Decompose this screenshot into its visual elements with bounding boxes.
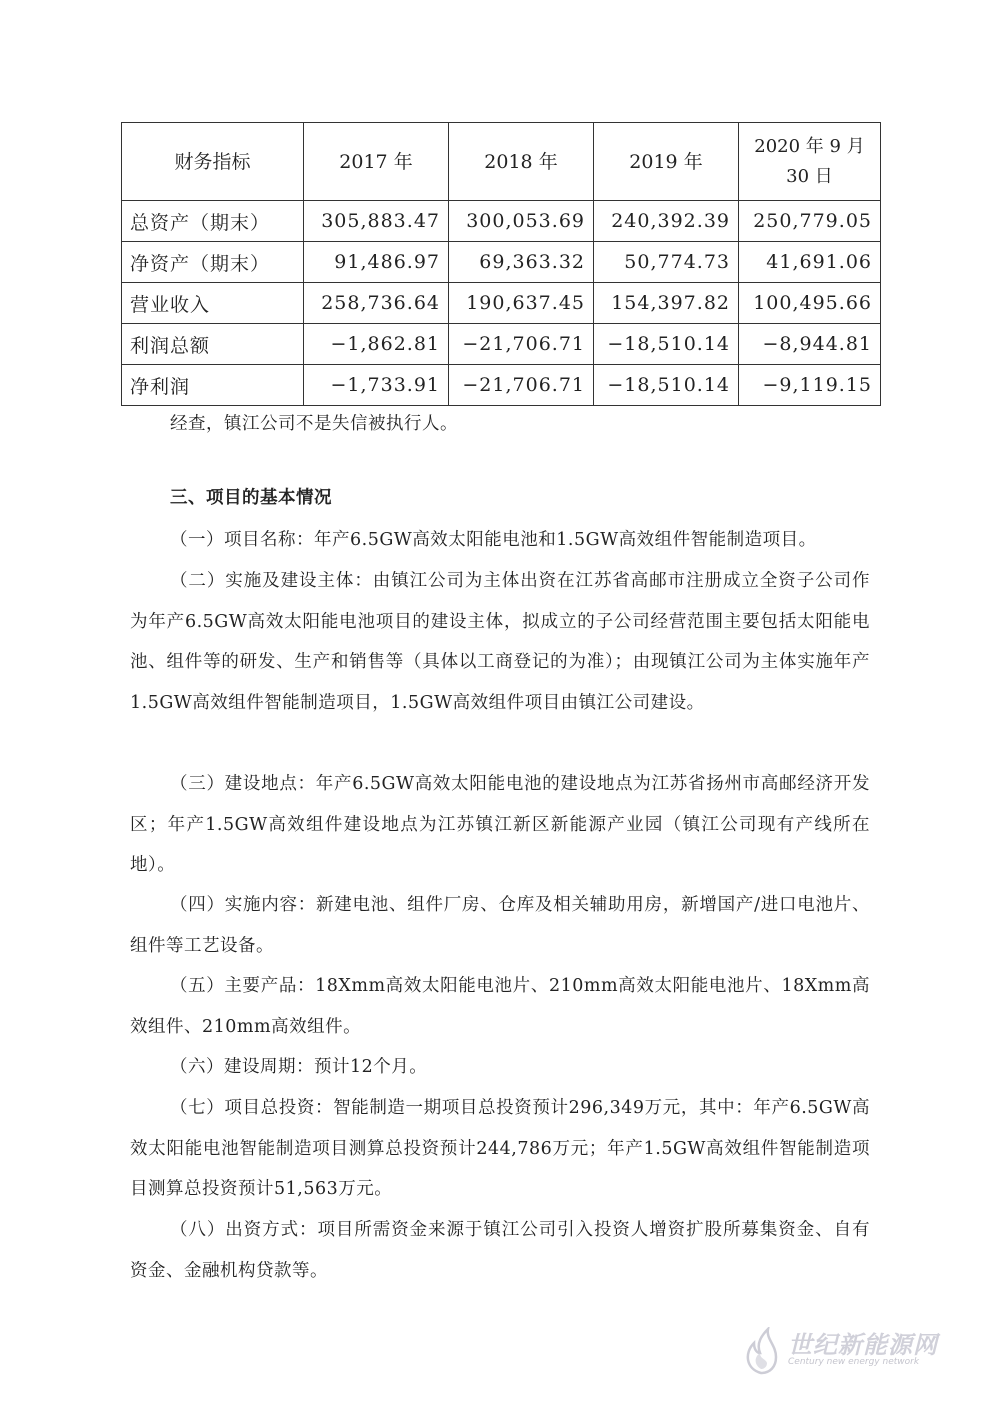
table-cell: 305,883.47 <box>304 201 449 242</box>
watermark-en-text: Century new energy network <box>788 1357 920 1367</box>
table-cell: 250,779.05 <box>739 201 881 242</box>
table-cell: 258,736.64 <box>304 283 449 324</box>
row-label-revenue: 营业收入 <box>122 283 304 324</box>
construction-period-paragraph: （六）建设周期：预计12个月。 <box>170 1057 428 1077</box>
implementation-content-paragraph: （四）实施内容：新建电池、组件厂房、仓库及相关辅助用房，新增国产/进口电池片、组件等工艺设备。 <box>130 895 870 956</box>
credit-check-paragraph: 经查，镇江公司不是失信被执行人。 <box>170 414 458 434</box>
table-row <box>122 365 881 406</box>
table-cell: −8,944.81 <box>739 324 881 365</box>
table-cell: −9,119.15 <box>739 365 881 406</box>
table-cell: −18,510.14 <box>594 365 739 406</box>
table-row <box>122 283 881 324</box>
table-header-row <box>122 123 881 201</box>
table-cell: 41,691.06 <box>739 242 881 283</box>
table-cell: 240,392.39 <box>594 201 739 242</box>
row-label-total-profit: 利润总额 <box>122 324 304 365</box>
table-cell: 100,495.66 <box>739 283 881 324</box>
section-heading: 三、项目的基本情况 <box>170 488 332 508</box>
table-cell: 91,486.97 <box>304 242 449 283</box>
row-label-total-assets: 总资产（期末） <box>122 201 304 242</box>
total-investment-paragraph: （七）项目总投资：智能制造一期项目总投资预计296,349万元，其中：年产6.5GW高效太阳能电池智能制造项目测算总投资预计244,786万元；年产1.5GW高效组件智能制造项目测算总投资预计51,563万元。 <box>130 1098 870 1199</box>
flame-logo-icon <box>740 1327 782 1375</box>
table-row <box>122 324 881 365</box>
header-indicator: 财务指标 <box>122 123 304 201</box>
table-cell: −21,706.71 <box>449 324 594 365</box>
implementing-entity-paragraph: （二）实施及建设主体：由镇江公司为主体出资在江苏省高邮市注册成立全资子公司作为年产6.5GW高效太阳能电池项目的建设主体，拟成立的子公司经营范围主要包括太阳能电池、组件等的研发、生产和销售等（具体以工商登记的为准）；由现镇江公司为主体实施年产1.5GW高效组件智能制造项目，1.5GW高效组件项目由镇江公司建设。 <box>130 571 870 713</box>
table-cell: 190,637.45 <box>449 283 594 324</box>
table-cell: 50,774.73 <box>594 242 739 283</box>
table-row <box>122 242 881 283</box>
header-2020-sep-30: 2020 年 9 月 30 日 <box>739 123 881 201</box>
table-row <box>122 201 881 242</box>
table-cell: −1,862.81 <box>304 324 449 365</box>
table-cell: 69,363.32 <box>449 242 594 283</box>
table-cell: −18,510.14 <box>594 324 739 365</box>
header-2019: 2019 年 <box>594 123 739 201</box>
header-2018: 2018 年 <box>449 123 594 201</box>
header-2017: 2017 年 <box>304 123 449 201</box>
project-name-paragraph: （一）项目名称：年产6.5GW高效太阳能电池和1.5GW高效组件智能制造项目。 <box>170 530 817 550</box>
watermark-cn-text: 世纪新能源网 <box>788 1331 938 1359</box>
row-label-net-profit: 净利润 <box>122 365 304 406</box>
financial-table <box>121 122 881 406</box>
table-cell: 154,397.82 <box>594 283 739 324</box>
funding-method-paragraph: （八）出资方式：项目所需资金来源于镇江公司引入投资人增资扩股所募集资金、自有资金、金融机构贷款等。 <box>130 1220 870 1281</box>
construction-site-paragraph: （三）建设地点：年产6.5GW高效太阳能电池的建设地点为江苏省扬州市高邮经济开发区；年产1.5GW高效组件建设地点为江苏镇江新区新能源产业园（镇江公司现有产线所在地）。 <box>130 774 870 875</box>
table-cell: −21,706.71 <box>449 365 594 406</box>
watermark <box>740 1321 960 1381</box>
row-label-net-assets: 净资产（期末） <box>122 242 304 283</box>
main-products-paragraph: （五）主要产品：18Xmm高效太阳能电池片、210mm高效太阳能电池片、18Xmm高效组件、210mm高效组件。 <box>130 976 870 1037</box>
table-cell: 300,053.69 <box>449 201 594 242</box>
table-cell: −1,733.91 <box>304 365 449 406</box>
